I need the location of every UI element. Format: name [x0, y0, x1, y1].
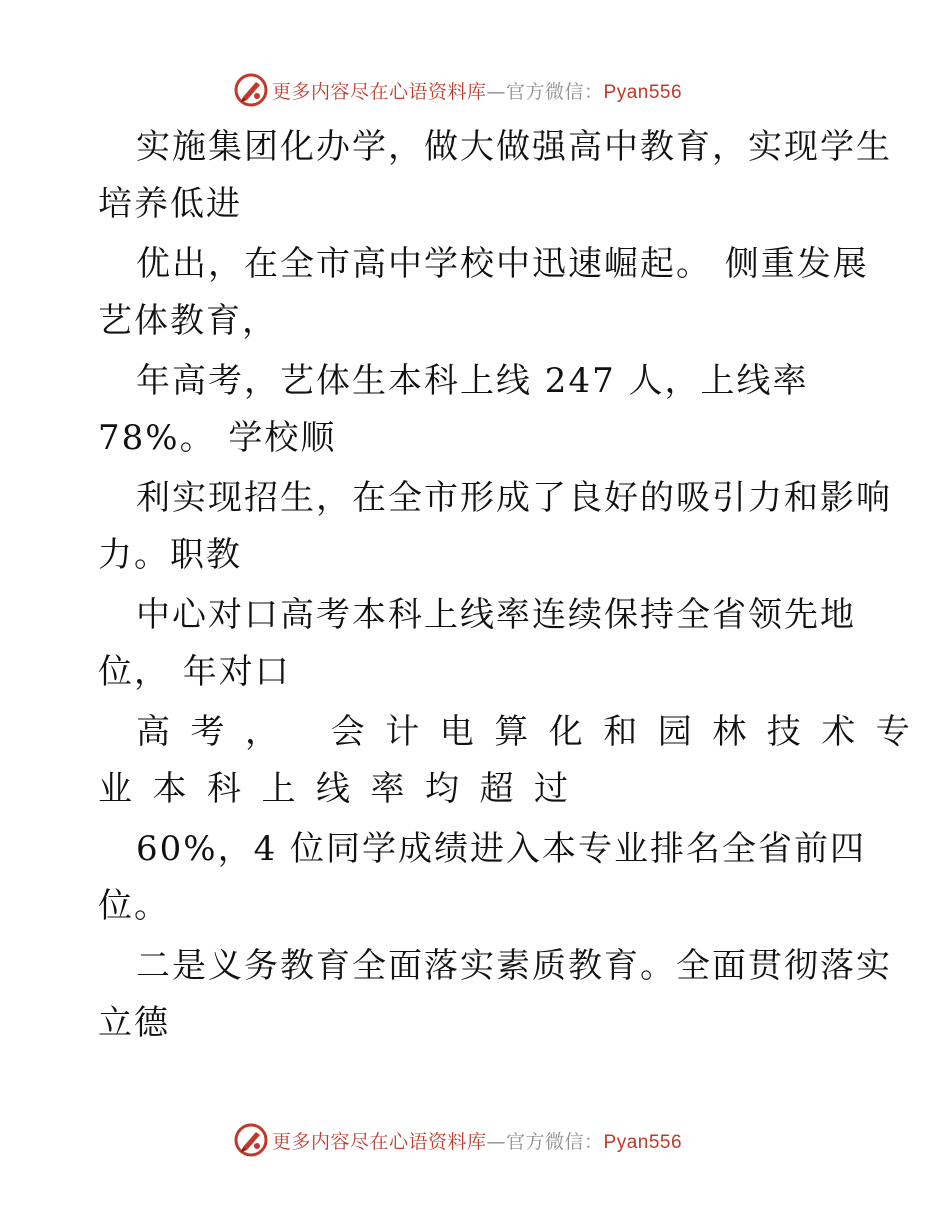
text-line: 60%，4 位同学成绩进入本专业排名全省前四 [136, 829, 867, 869]
text-line: 78%。 学校顺 [98, 418, 337, 458]
text-line: 二是义务教育全面落实素质教育。全面贯彻落实 [136, 946, 892, 986]
header-watermark [234, 72, 682, 108]
text-line: 力。职教 [98, 535, 242, 575]
watermark-dash: — [486, 80, 507, 103]
pen-logo-icon [234, 1123, 268, 1157]
footer-watermark [234, 1122, 682, 1158]
text-line: 艺体教育， [98, 301, 278, 341]
watermark-text [272, 77, 682, 104]
text-line: 位。 [98, 886, 170, 926]
pen-logo-icon [234, 73, 268, 107]
watermark-site: 更多内容尽在心语资料库 [272, 80, 487, 103]
text-line: 业本科上线率均超过 [98, 769, 589, 809]
text-line: 立德 [98, 1003, 170, 1043]
watermark-dash: — [486, 1130, 507, 1153]
text-line: 实施集团化办学，做大做强高中教育，实现学生 [136, 127, 892, 167]
watermark-official: 官方微信： [506, 1130, 604, 1153]
watermark-id: Pyan556 [603, 1131, 683, 1153]
text-line: 中心对口高考本科上线率连续保持全省领先地 [136, 595, 856, 635]
text-line: 年高考，艺体生本科上线 247 人，上线率 [136, 361, 809, 401]
text-line: 位， 年对口 [98, 652, 291, 692]
text-line: 培养低进 [98, 184, 242, 224]
text-line: 利实现招生，在全市形成了良好的吸引力和影响 [136, 478, 892, 518]
watermark-text [272, 1127, 682, 1154]
text-line: 优出，在全市高中学校中迅速崛起。 侧重发展 [136, 244, 869, 284]
text-line: 高考， 会计电算化和园林技术专 [136, 712, 931, 752]
watermark-id: Pyan556 [603, 81, 683, 103]
watermark-site: 更多内容尽在心语资料库 [272, 1130, 487, 1153]
watermark-official: 官方微信： [506, 80, 604, 103]
